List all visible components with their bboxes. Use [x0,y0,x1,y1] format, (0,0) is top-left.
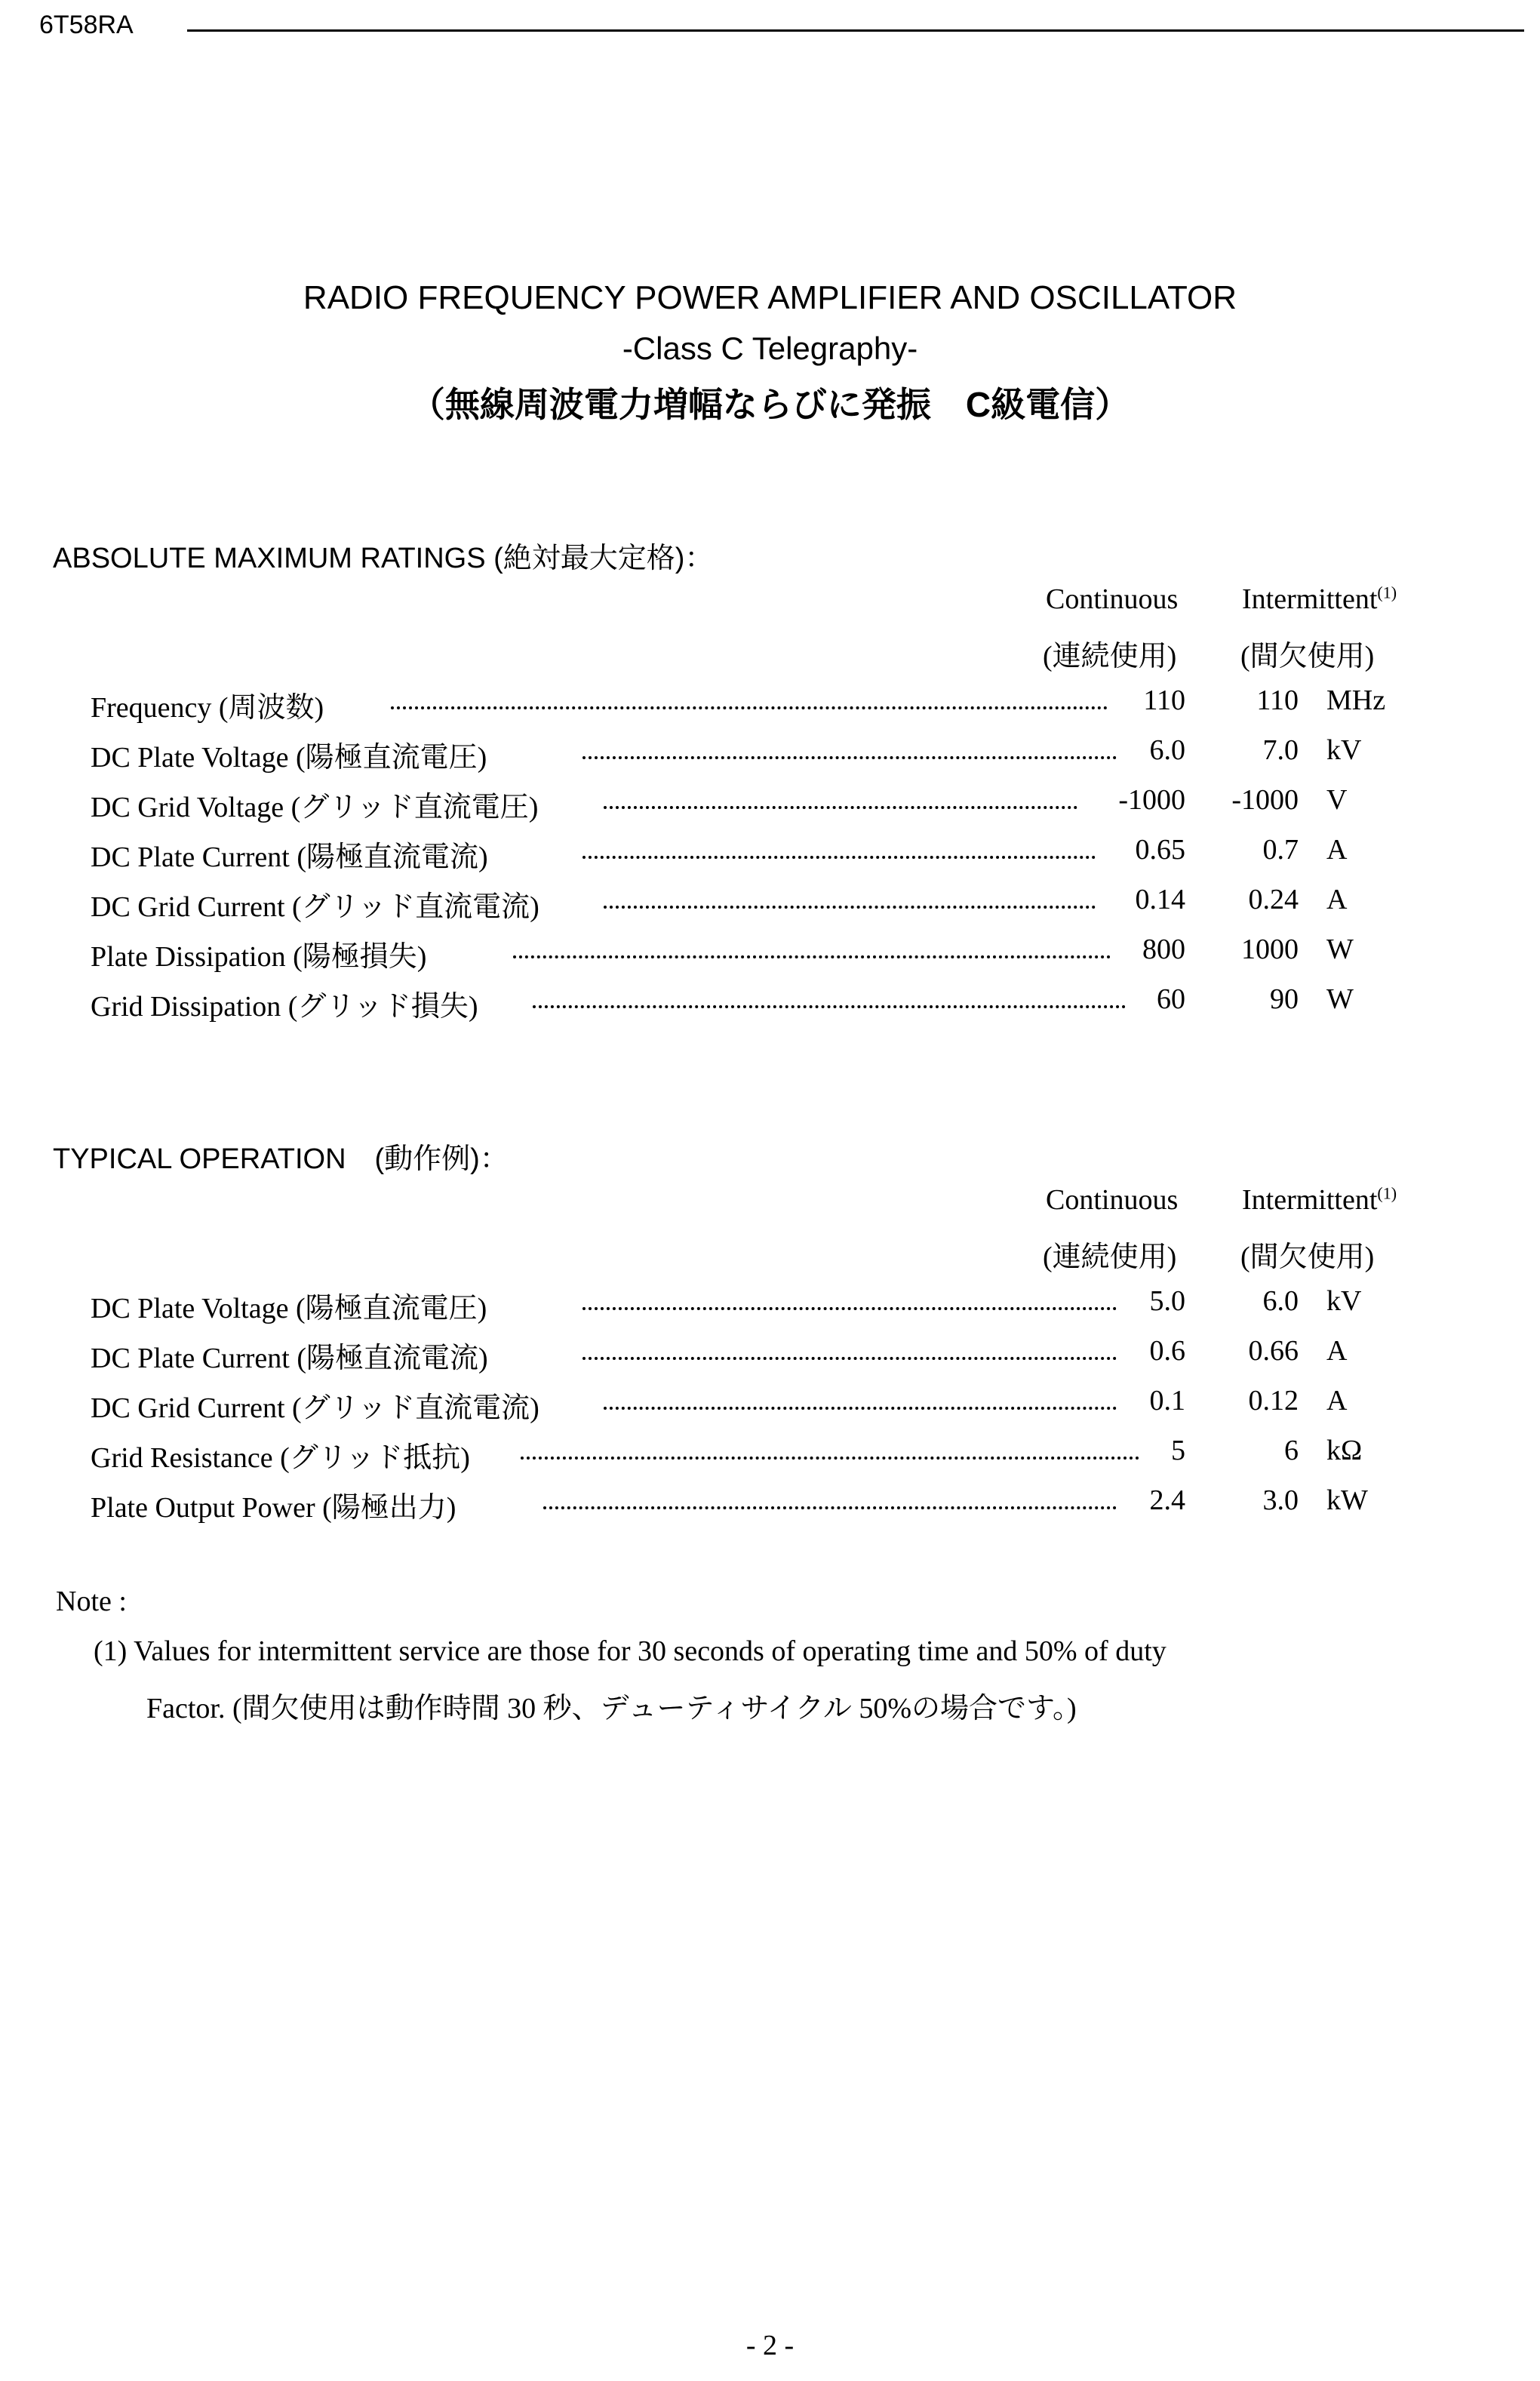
leader-dots [391,706,1108,709]
value-continuous: 2.4 [1149,1484,1185,1516]
leader-dots [513,955,1111,958]
value-intermittent: 1000 [1241,934,1299,965]
row-label: Plate Output Power (陽極出力) [91,1492,456,1524]
leader-dots [604,806,1077,809]
typical-col-continuous: Continuous [1046,1184,1179,1216]
typical-row [0,1434,1540,1479]
note-ref: (1) [1377,1183,1397,1203]
ratings-row [0,933,1540,978]
value-intermittent: 6.0 [1262,1285,1299,1317]
leader-dots [604,906,1096,909]
value-continuous: 5.0 [1149,1285,1185,1317]
ratings-col-continuous-jp: (連続使用) [1043,641,1177,672]
typical-row [0,1384,1540,1429]
ratings-col-intermittent: Intermittent$^{(1)}$ [1242,583,1397,615]
value-continuous: 0.1 [1149,1385,1185,1417]
page-title-japanese: （無線周波電力増幅ならびに発振 C級電信） [410,385,1130,424]
ratings-row [0,983,1540,1028]
row-unit: kΩ [1326,1435,1363,1466]
leader-dots [533,1005,1126,1008]
ratings-row [0,883,1540,928]
ratings-row [0,684,1540,729]
row-unit: A [1326,884,1348,915]
row-label: DC Grid Current (グリッド直流電流) [91,891,539,923]
value-continuous: -1000 [1118,784,1185,816]
row-label: DC Grid Current (グリッド直流電流) [91,1392,539,1424]
row-label: Plate Dissipation (陽極損失) [91,941,427,973]
header-rule [187,29,1524,32]
typical-col-intermittent-jp: (間欠使用) [1240,1241,1375,1273]
value-intermittent: 7.0 [1262,734,1299,766]
value-intermittent: 6 [1284,1435,1299,1466]
row-label: DC Plate Current (陽極直流電流) [91,841,488,873]
leader-dots [582,1357,1117,1360]
page-number: - 2 - [745,2330,795,2361]
row-unit: V [1326,784,1348,816]
value-intermittent: 0.7 [1262,834,1299,866]
row-label: DC Plate Voltage (陽極直流電圧) [91,742,487,774]
leader-dots [582,756,1117,759]
row-unit: MHz [1326,684,1386,716]
value-intermittent: 0.66 [1248,1335,1299,1367]
row-label: DC Plate Voltage (陽極直流電圧) [91,1293,487,1324]
value-continuous: 800 [1142,934,1185,965]
value-intermittent: 90 [1270,983,1299,1015]
value-intermittent: 0.24 [1248,884,1299,915]
row-unit: W [1326,983,1354,1015]
row-unit: kW [1326,1484,1368,1516]
row-unit: A [1326,1385,1348,1417]
value-continuous: 60 [1157,983,1185,1015]
page-title: RADIO FREQUENCY POWER AMPLIFIER AND OSCILLATOR [303,279,1237,316]
leader-dots [582,856,1096,859]
typical-row [0,1334,1540,1380]
page-subtitle: -Class C Telegraphy- [622,331,918,366]
row-unit: kV [1326,734,1362,766]
ratings-col-intermittent-jp: (間欠使用) [1240,641,1375,672]
ratings-heading: ABSOLUTE MAXIMUM RATINGS (絶対最大定格)： [53,543,714,574]
ratings-col-continuous: Continuous [1046,583,1179,615]
model-number: 6T58RA [39,11,134,39]
value-continuous: 0.65 [1135,834,1185,866]
value-continuous: 0.14 [1135,884,1185,915]
row-label: DC Plate Current (陽極直流電流) [91,1343,488,1374]
value-intermittent: 0.12 [1248,1385,1299,1417]
row-label: Frequency (周波数) [91,692,324,724]
value-intermittent: 110 [1256,684,1299,716]
note-ref: (1) [1377,583,1397,602]
leader-dots [582,1307,1117,1310]
ratings-row [0,783,1540,829]
note-line-1: (1) Values for intermittent service are those for 30 seconds of operating time and 50% of duty [94,1635,1167,1667]
value-intermittent: -1000 [1231,784,1299,816]
row-unit: W [1326,934,1354,965]
ratings-row [0,833,1540,878]
row-label: Grid Resistance (グリッド抵抗) [91,1442,470,1474]
typical-heading: TYPICAL OPERATION (動作例)： [53,1143,509,1175]
leader-dots [543,1506,1117,1509]
value-continuous: 6.0 [1149,734,1185,766]
leader-dots [521,1457,1139,1460]
typical-col-intermittent: Intermittent$^{(1)}$ [1242,1183,1397,1216]
typical-row [0,1484,1540,1529]
row-label: Grid Dissipation (グリッド損失) [91,991,478,1023]
note-label: Note : [56,1586,127,1617]
typical-row [0,1284,1540,1330]
value-continuous: 110 [1143,684,1185,716]
value-continuous: 0.6 [1149,1335,1185,1367]
value-intermittent: 3.0 [1262,1484,1299,1516]
row-label: DC Grid Voltage (グリッド直流電圧) [91,792,539,823]
note-line-2: Factor. (間欠使用は動作時間 30 秒、デューティサイクル 50%の場合です。) [146,1693,1077,1724]
leader-dots [604,1407,1117,1410]
ratings-row [0,734,1540,779]
typical-col-continuous-jp: (連続使用) [1043,1241,1177,1273]
row-unit: A [1326,1335,1348,1367]
row-unit: kV [1326,1285,1362,1317]
value-continuous: 5 [1171,1435,1185,1466]
row-unit: A [1326,834,1348,866]
